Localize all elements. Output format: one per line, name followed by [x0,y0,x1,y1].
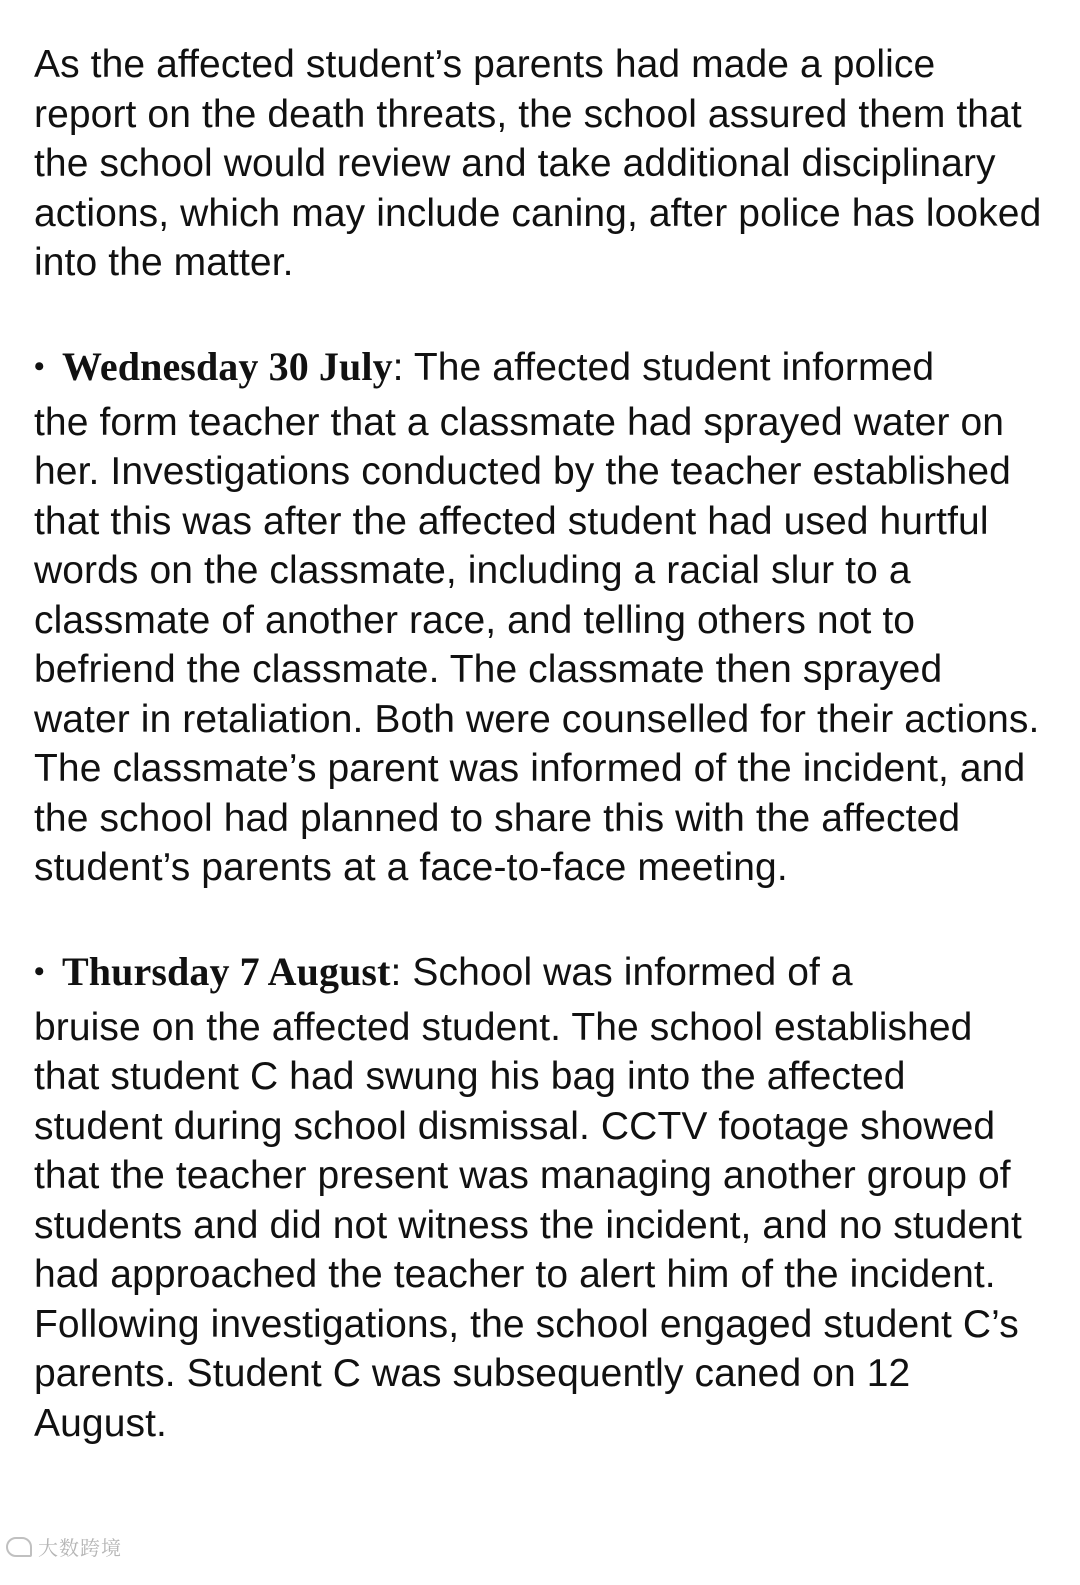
paragraph-body-text: bruise on the affected student. The school established that student C had swung his bag into the affected student during school dismissal. CCTV footage showed that the teacher present was managing another group of students and did not witness the incident, and no student had approached the teacher to alert him of the incident. Following investigations, the school engaged student C’s parents. Student C was subsequently caned on 12 August. [34,1005,1022,1445]
date-colon: : [392,345,404,389]
watermark-text: 大数跨境 [38,1536,122,1560]
lead-text: The affected student informed [403,345,935,389]
date-label-thursday: Thursday 7 August [62,948,391,994]
paragraph-lead-line [34,337,1044,398]
lead-text: School was informed of a [401,950,853,994]
bullet-icon: • [34,954,45,988]
paragraph-police-report: As the affected student’s parents had made a police report on the death threats, the school assured them that the school would review and take additional disciplinary actions, which may include caning, after police has looked into the matter. [34,43,1042,284]
bullet-icon: • [34,349,45,383]
article-body [34,40,1044,1448]
paragraph-body-text: the form teacher that a classmate had sprayed water on her. Investigations conducted by the teacher established that this was after the affected student had used hurtful words on the classmate, including a racial slur to a classmate of another race, and telling others not to befriend the classmate. The classmate then sprayed water in retaliation. Both were counselled for their actions. The classmate’s parent was informed of the incident, and the school had planned to share this with the affected student’s parents at a face-to-face meeting. [34,400,1040,889]
paragraph-wednesday-30-july [34,337,1044,893]
date-label-wednesday: Wednesday 30 July [62,343,393,389]
paragraph-lead-line [34,942,1044,1003]
speech-bubble-icon [6,1537,32,1557]
watermark [6,1532,122,1561]
paragraph-thursday-7-august [34,942,1044,1449]
date-colon: : [390,950,402,994]
